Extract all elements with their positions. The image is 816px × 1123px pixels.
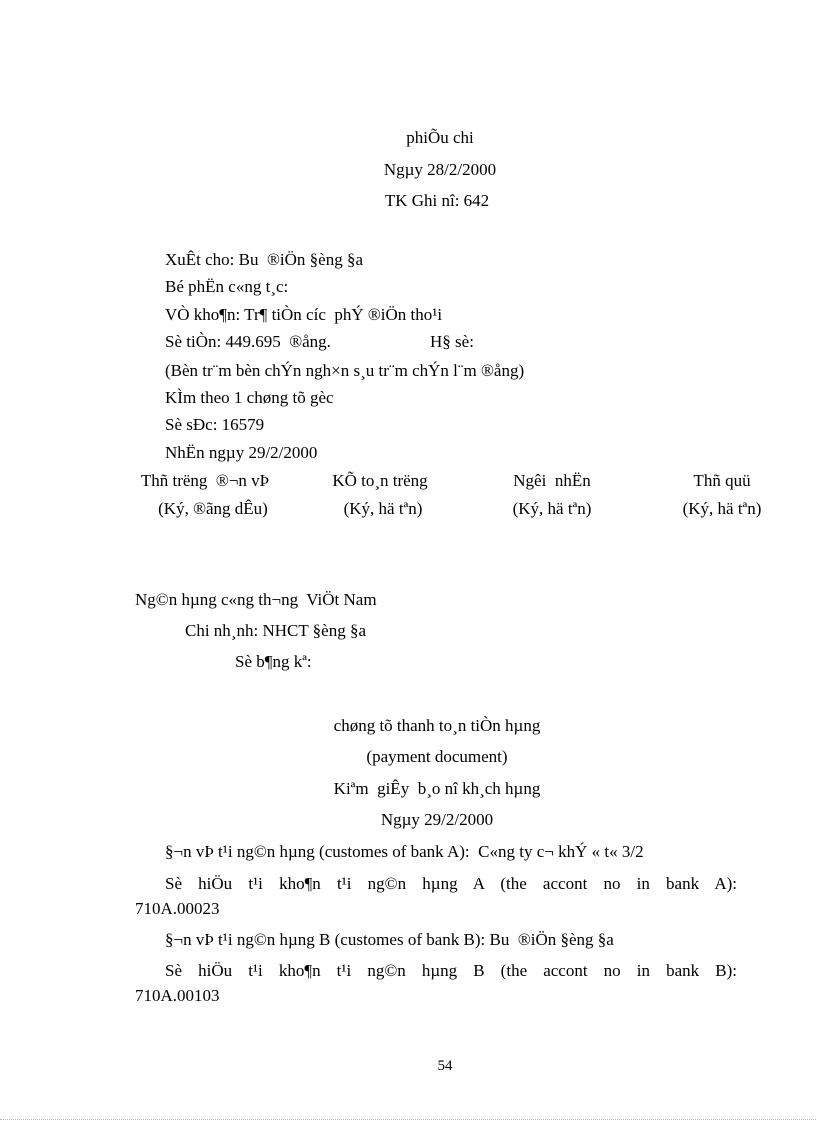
account-b-label: Sè hiÖu t¹i kho¶n t¹i ng©n hµng B (the accont no in bank B):: [165, 961, 737, 980]
signature-note: (Ký, hä tªn): [682, 499, 762, 518]
bank-list-number: Sè b¶ng kª:: [235, 652, 312, 671]
bank-name: Ng©n hµng c«ng th¬ng ViÖt Nam: [135, 590, 377, 609]
receipt-line: XuÊt cho: Bu ®iÖn §èng §a: [165, 250, 363, 269]
signature-note: (Ký, ®ãng dÊu): [158, 499, 268, 518]
receipt-date: Ngµy 28/2/2000: [383, 160, 497, 179]
receipt-line: Bé phËn c«ng t¸c:: [165, 277, 289, 296]
payment-date: Ngµy 29/2/2000: [380, 810, 494, 829]
account-b: 710A.00103: [135, 986, 220, 1005]
signature-role: Ngêi nhËn: [513, 471, 591, 490]
payment-subtitle: (payment document): [366, 747, 508, 766]
page-number: 54: [437, 1058, 453, 1074]
receipt-account: TK Ghi nî: 642: [384, 191, 490, 210]
payee: §¬n vÞ t¹i ng©n hµng B (customes of bank B): Bu ®iÖn §èng §a: [165, 930, 614, 949]
signature-role: Thñ quü: [693, 471, 751, 490]
page-border: [0, 1119, 816, 1120]
receipt-title: phiÕu chi: [406, 128, 474, 147]
receipt-line: Sè tiÒn: 449.695 ®ång.: [165, 332, 331, 351]
receipt-line: VÒ kho¶n: Tr¶ tiÒn cíc phÝ ®iÖn tho¹i: [165, 305, 443, 324]
receipt-line: (Bèn tr¨m bèn chÝn ngh×n s¸u tr¨m chÝn l¨m ®ång): [165, 361, 525, 380]
receipt-line: KÌm theo 1 chøng tõ gèc: [165, 388, 334, 407]
invoice-number: H§ sè:: [430, 332, 474, 351]
bank-branch: Chi nh¸nh: NHCT §èng §a: [185, 621, 367, 640]
signature-note: (Ký, hä tªn): [512, 499, 592, 518]
receipt-line: NhËn ngµy 29/2/2000: [165, 443, 318, 462]
receipt-line: Sè sÐc: 16579: [165, 415, 265, 434]
signature-note: (Ký, hä tªn): [343, 499, 423, 518]
account-a: 710A.00023: [135, 899, 220, 918]
payment-title: chøng tõ thanh to¸n tiÒn hµng: [333, 716, 541, 735]
account-a-label: Sè hiÖu t¹i kho¶n t¹i ng©n hµng A (the accont no in bank A):: [165, 874, 737, 893]
payer: §¬n vÞ t¹i ng©n hµng (customes of bank A): C«ng ty c¬ khÝ « t« 3/2: [165, 842, 644, 861]
signature-role: KÕ to¸n trëng: [332, 471, 428, 490]
payment-subtitle2: Kiªm giÊy b¸o nî kh¸ch hµng: [333, 779, 541, 798]
signature-role: Thñ trëng ®¬n vÞ: [140, 471, 270, 490]
